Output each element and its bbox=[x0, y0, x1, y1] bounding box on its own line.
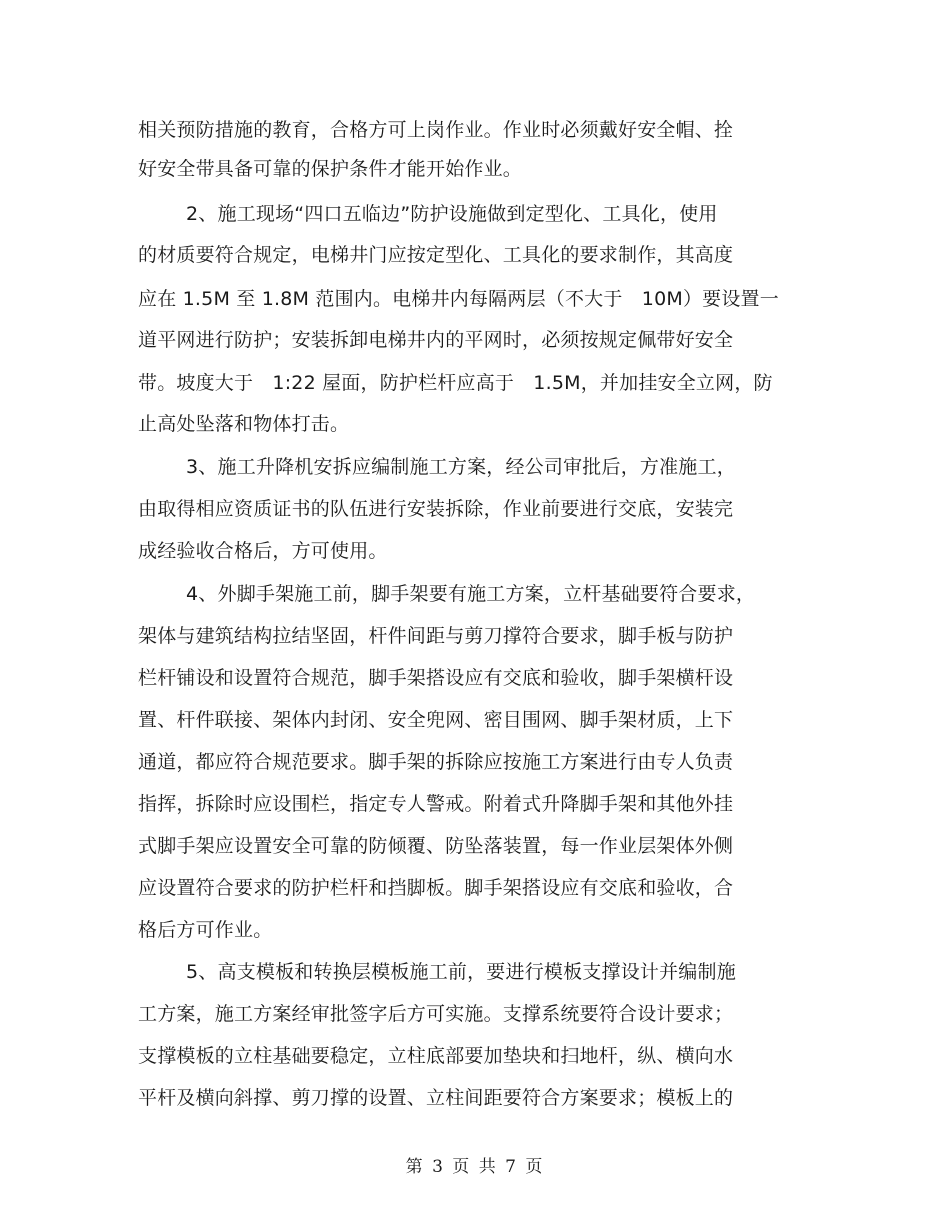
text-line: 成经验收合格后，方可使用。 bbox=[138, 540, 388, 562]
paragraph-start-line: 5、高支模板和转换层模板施工前，要进行模板支撑设计并编制施 bbox=[186, 961, 736, 983]
text-line: 好安全带具备可靠的保护条件才能开始作业。 bbox=[138, 158, 523, 180]
text-line: 工方案，施工方案经审批签字后方可实施。支撑系统要符合设计要求； bbox=[138, 1003, 734, 1025]
text-line: 平杆及横向斜撑、剪刀撑的设置、立柱间距要符合方案要求；模板上的 bbox=[138, 1087, 734, 1109]
text-line: 置、杆件联接、架体内封闭、安全兜网、密目围网、脚手架材质，上下 bbox=[138, 709, 734, 731]
text-line: 格后方可作业。 bbox=[138, 919, 273, 941]
text-line: 的材质要符合规定，电梯井门应按定型化、工具化的要求制作，其高度 bbox=[138, 244, 734, 266]
paragraph-start-line: 2、施工现场“四口五临边”防护设施做到定型化、工具化，使用 bbox=[186, 203, 718, 225]
text-line: 支撑模板的立柱基础要稳定，立柱底部要加垫块和扫地杆，纵、横向水 bbox=[138, 1045, 734, 1067]
text-line: 指挥，拆除时应设围栏，指定专人警戒。附着式升降脚手架和其他外挂 bbox=[138, 793, 734, 815]
page-footer: 第 3 页 共 7 页 bbox=[405, 1157, 545, 1177]
text-line: 道平网进行防护；安装拆卸电梯井内的平网时，必须按规定佩带好安全 bbox=[138, 329, 734, 351]
text-line: 带。坡度大于 1:22 屋面，防护栏杆应高于 1.5M，并加挂安全立网，防 bbox=[138, 372, 773, 394]
text-line: 止高处坠落和物体打击。 bbox=[138, 413, 350, 435]
text-line: 相关预防措施的教育，合格方可上岗作业。作业时必须戴好安全帽、拴 bbox=[138, 119, 734, 141]
text-line: 架体与建筑结构拉结坚固，杆件间距与剪刀撑符合要求，脚手板与防护 bbox=[138, 625, 734, 647]
text-line: 应设置符合要求的防护栏杆和挡脚板。脚手架搭设应有交底和验收，合 bbox=[138, 877, 734, 899]
text-line: 栏杆铺设和设置符合规范，脚手架搭设应有交底和验收，脚手架横杆设 bbox=[138, 667, 734, 689]
text-line: 应在 1.5M 至 1.8M 范围内。电梯井内每隔两层（不大于 10M）要设置一 bbox=[138, 288, 779, 310]
text-line: 通道，都应符合规范要求。脚手架的拆除应按施工方案进行由专人负责 bbox=[138, 751, 734, 773]
text-line: 由取得相应资质证书的队伍进行安装拆除，作业前要进行交底，安装完 bbox=[138, 498, 734, 520]
paragraph-start-line: 3、施工升降机安拆应编制施工方案，经公司审批后，方准施工， bbox=[186, 456, 736, 478]
text-line: 式脚手架应设置安全可靠的防倾覆、防坠落装置，每一作业层架体外侧 bbox=[138, 835, 734, 857]
paragraph-start-line: 4、外脚手架施工前，脚手架要有施工方案，立杆基础要符合要求， bbox=[186, 583, 756, 605]
